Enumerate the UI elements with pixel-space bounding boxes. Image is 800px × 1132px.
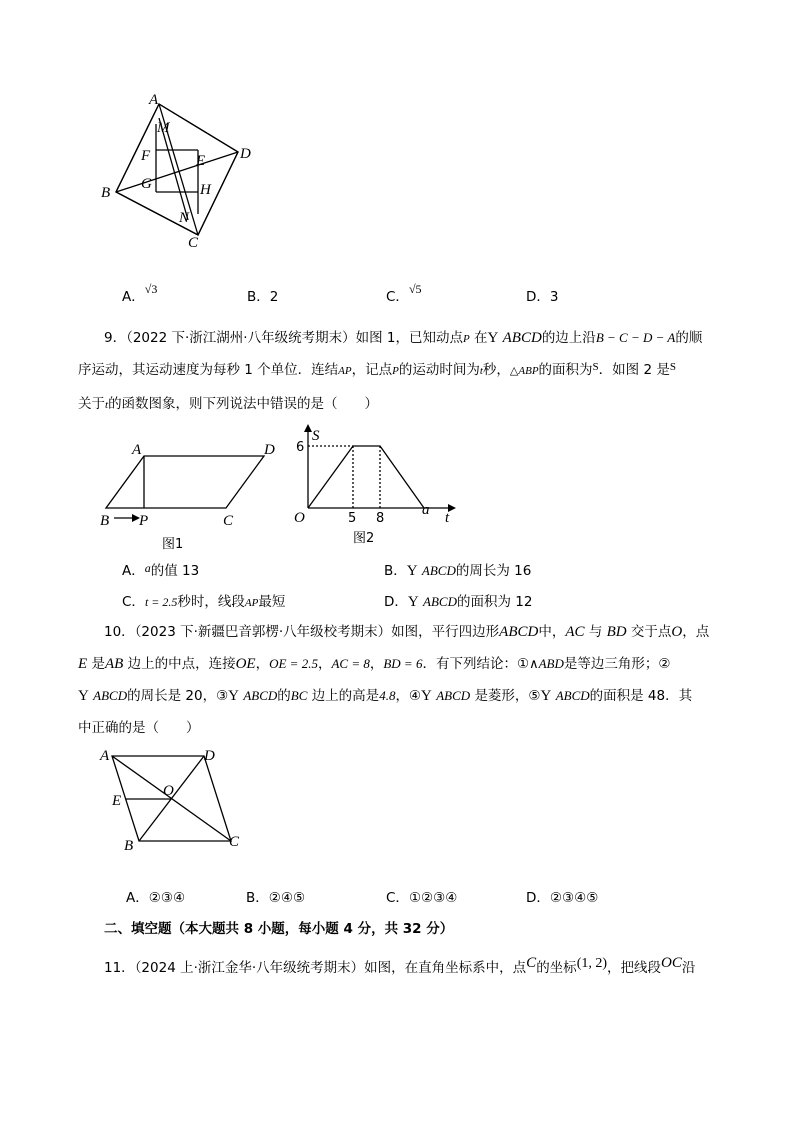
q9-line-3: 关于t的函数图象，则下列说法中错误的是（ ） bbox=[78, 396, 379, 412]
label-D: D bbox=[204, 748, 215, 764]
q10-option-a: A．②③④ bbox=[126, 890, 186, 906]
q8-option-d: D．3 bbox=[526, 289, 559, 305]
label-N: N bbox=[179, 210, 190, 226]
label-a: a bbox=[422, 502, 430, 518]
tick-6: 6 bbox=[296, 440, 305, 455]
label-E: E bbox=[112, 793, 122, 809]
q9-figure-1 bbox=[92, 436, 292, 556]
label-B: B bbox=[100, 513, 110, 529]
q8-figure bbox=[90, 88, 270, 253]
parallelogram-abcd bbox=[106, 456, 264, 508]
label-M: M bbox=[157, 120, 170, 136]
s-axis-arrow-icon bbox=[304, 424, 312, 432]
label-G: G bbox=[141, 176, 152, 192]
label-t: t bbox=[445, 510, 450, 526]
label-F: F bbox=[141, 148, 151, 164]
label-D: D bbox=[264, 442, 275, 458]
q10-option-c: C．①②③④ bbox=[386, 890, 458, 906]
q9-option-d: D．Y ABCD的面积为 12 bbox=[384, 594, 533, 610]
label-C: C bbox=[223, 513, 234, 529]
q8-option-b: B．2 bbox=[247, 289, 279, 305]
label-S: S bbox=[312, 428, 320, 444]
q9-line-2: 序运动，其运动速度为每秒 1 个单位．连结AP，记点P的运动时间为t秒，△ABP的面积为$^S$．如图 2 是$^S$ bbox=[78, 361, 676, 378]
q9-option-b: B．Y ABCD的周长为 16 bbox=[384, 563, 532, 579]
q9-option-c: C．t = 2.5秒时，线段AP最短 bbox=[122, 594, 286, 610]
q9-figure-2 bbox=[288, 424, 458, 554]
q9-line-1: 9．（2022 下·浙江湖州·八年级统考期末）如图 1，已知动点P 在Y ABCD的边上沿B − C − D − A的顺 bbox=[104, 330, 703, 346]
tick-5: 5 bbox=[348, 511, 357, 526]
function-graph bbox=[308, 446, 424, 508]
q10-option-b: B．②④⑤ bbox=[246, 890, 306, 906]
label-E: E bbox=[196, 153, 206, 169]
label-O: O bbox=[294, 510, 305, 526]
label-O: O bbox=[163, 783, 174, 799]
q8-option-c: C．√5 bbox=[386, 282, 422, 305]
label-H: H bbox=[200, 182, 211, 198]
q10-line-2: E 是AB 边上的中点，连接OE，OE = 2.5，AC = 8，BD = 6．有下列结论：①∧ABD是等边三角形；② bbox=[78, 656, 671, 672]
q10-line-3: Y ABCD的周长是 20，③Y ABCD的BC 边上的高是4.8，④Y ABCD 是菱形，⑤Y ABCD的面积是 48．其 bbox=[78, 688, 693, 704]
label-B: B bbox=[124, 838, 134, 854]
label-D: D bbox=[240, 146, 251, 162]
diagonal-bd bbox=[116, 152, 238, 192]
label-B: B bbox=[101, 185, 111, 201]
q10-figure bbox=[94, 742, 254, 860]
section-2-heading: 二、填空题（本大题共 8 小题，每小题 4 分，共 32 分） bbox=[104, 921, 454, 937]
figure-1-caption: 图1 bbox=[162, 537, 184, 552]
t-axis-arrow-icon bbox=[448, 504, 456, 512]
square-abcd bbox=[116, 104, 238, 235]
label-A: A bbox=[132, 442, 142, 458]
q9-option-a: A．a的值 13 bbox=[122, 561, 200, 579]
q10-option-d: D．②③④⑤ bbox=[526, 890, 599, 906]
label-C: C bbox=[229, 834, 240, 850]
q8-option-a: A．√3 bbox=[122, 282, 158, 305]
label-C: C bbox=[188, 235, 199, 251]
q10-line-1: 10．（2023 下·新疆巴音郭楞·八年级校考期末）如图，平行四边形ABCD中，AC 与 BD 交于点O，点 bbox=[104, 624, 710, 640]
q11-line-1: 11．（2024 上·浙江金华·八年级统考期末）如图，在直角坐标系中，点C的坐标(1, 2)，把线段OC沿 bbox=[104, 955, 696, 976]
label-A: A bbox=[100, 748, 110, 764]
tick-8: 8 bbox=[376, 511, 385, 526]
label-A: A bbox=[149, 92, 159, 108]
q10-line-4: 中正确的是（ ） bbox=[78, 720, 200, 736]
figure-2-caption: 图2 bbox=[353, 531, 375, 546]
label-P: P bbox=[139, 513, 149, 529]
